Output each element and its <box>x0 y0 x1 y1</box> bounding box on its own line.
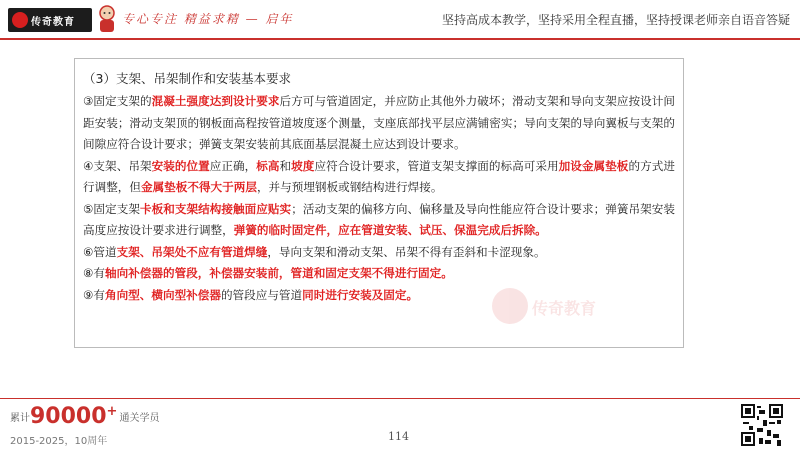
highlighted-text: 支架、吊架处不应有管道焊缝 <box>116 244 268 259</box>
stats-prefix: 累计 <box>10 413 30 424</box>
body-text: ⑨有 <box>83 287 105 302</box>
footer-divider <box>0 398 800 399</box>
highlighted-text: 混凝土强度达到设计要求 <box>151 94 280 108</box>
stats-suffix: 通关学员 <box>119 413 160 424</box>
logo-icon <box>12 12 28 28</box>
section-title: （3）支架、吊架制作和安装基本要求 <box>83 71 291 86</box>
logo-text: 传奇教育 <box>31 16 75 28</box>
requirement-item <box>83 91 675 156</box>
highlighted-text: 同时进行安装及固定。 <box>302 287 419 302</box>
anniversary-text: 2015-2025，10周年 <box>10 436 108 447</box>
stats-number: 90000 <box>30 404 107 429</box>
body-text: 应符合设计要求，管道支架支撑面的标高可采用 <box>314 158 559 173</box>
tagline: 坚持高成本教学，坚持采用全程直播，坚持授课老师亲自语音答疑 <box>441 13 790 27</box>
body-text: 的方式进行调整，但 <box>83 158 675 194</box>
header-divider <box>0 38 800 40</box>
body-text: ④支架、吊架 <box>83 158 152 173</box>
body-text: 和 <box>279 158 292 173</box>
highlighted-text: 金属垫板不得大于两层 <box>140 180 257 194</box>
requirement-item <box>83 199 675 242</box>
requirements-list <box>83 91 675 306</box>
body-text: 后方可与管道固定，并应防止其他外力破坏；滑动支架和导向支架应按设计间距安装；滑动支架顶的钢板面高程按管道坡度逐个测量，支座底部找平层应满铺密实；导向支架的导向翼板与支架的间隙应符合设计要求；弹簧支架安装前其底面基层混凝土应达到设计要求。 <box>83 94 675 151</box>
body-text: ，导向支架和滑动支架、吊架不得有歪斜和卡涩现象。 <box>267 244 546 259</box>
top-bar <box>0 0 800 38</box>
requirement-item <box>83 242 675 264</box>
body-text: ③固定支架的 <box>83 94 152 108</box>
highlighted-text: 卡板和支架结构接触面应贴实 <box>139 201 292 216</box>
body-text: ，并与预埋钢板或钢结构进行焊接。 <box>256 180 443 194</box>
highlighted-text: 坡度 <box>291 158 315 173</box>
requirement-item <box>83 156 675 199</box>
body-text: 的管段应与管道 <box>220 287 303 302</box>
highlighted-text: 加设金属垫板 <box>558 158 629 173</box>
brand-logo <box>8 8 92 32</box>
body-text: ⑥管道 <box>83 244 117 259</box>
watermark <box>492 280 612 340</box>
highlighted-text: 安装的位置 <box>151 158 210 173</box>
stats-block <box>10 404 159 429</box>
qr-code-icon <box>741 404 783 446</box>
highlighted-text: 弹簧的临时固定件，应在管道安装、试压、保温完成后拆除。 <box>233 223 547 237</box>
slogan: 专心专注 精益求精 — 启年 <box>122 12 294 26</box>
body-text: ；活动支架的偏移方向、偏移量及导向性能应符合设计要求；弹簧吊架安装高度应按设计要求进行调整， <box>83 201 675 237</box>
page-number: 114 <box>388 430 409 443</box>
highlighted-text: 角向型、横向型补偿器 <box>105 287 221 302</box>
highlighted-text: 标高 <box>256 158 280 173</box>
watermark-logo-icon <box>492 288 528 324</box>
body-text: ⑤固定支架 <box>83 201 140 216</box>
highlighted-text: 轴向补偿器的管段，补偿器安装前，管道和固定支架不得进行固定。 <box>105 266 453 280</box>
watermark-text: 传奇教育 <box>532 299 597 318</box>
stats-plus: + <box>106 404 118 419</box>
body-text: 应正确， <box>209 158 257 173</box>
body-text: ⑧有 <box>83 266 105 280</box>
mascot-icon <box>96 4 118 34</box>
